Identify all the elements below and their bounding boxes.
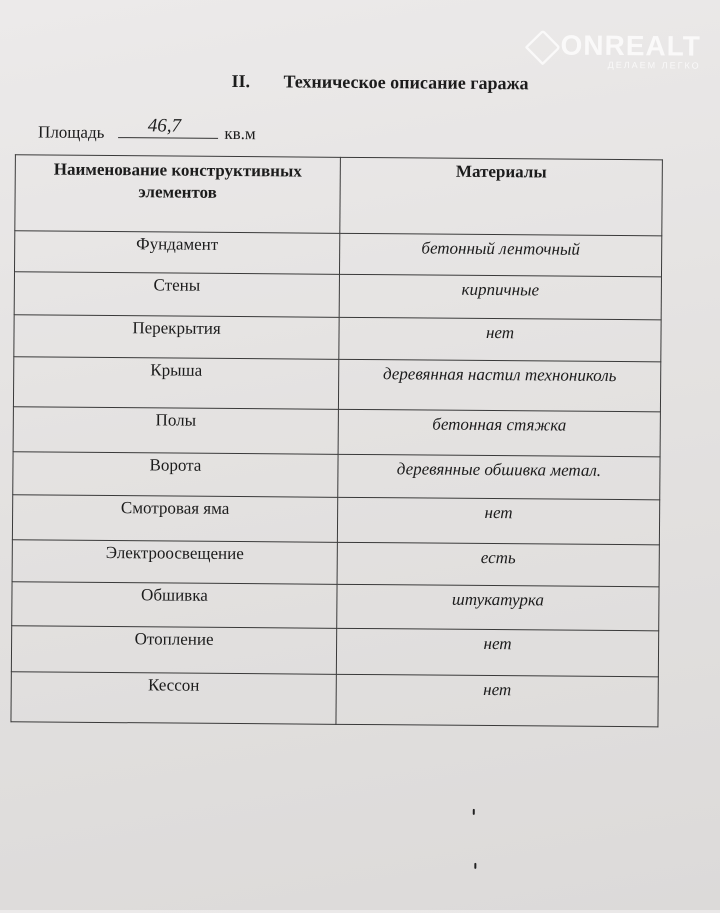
material-cell: нет [336,674,658,727]
material-cell: бетонная стяжка [338,409,660,457]
table-row [14,272,661,320]
pen-mark [474,863,476,869]
element-name-cell: Смотровая яма [12,495,337,543]
material-cell: бетонный ленточный [339,233,661,277]
material-cell: штукатурка [337,584,659,631]
table-row [13,407,660,457]
elements-table [10,154,662,727]
area-label: Площадь [38,122,105,142]
section-number: II. [231,70,251,92]
material-cell: кирпичные [339,274,661,320]
area-unit: кв.м [224,123,256,144]
pen-mark [473,809,475,815]
element-name-cell: Стены [14,272,339,318]
header-materials: Материалы [340,157,663,236]
element-name-cell: Электроосвещение [12,540,337,585]
table-row [12,582,659,631]
table-row [13,452,660,500]
element-name-cell: Фундамент [14,231,339,275]
section-heading [231,71,528,94]
element-name-cell: Ворота [13,452,338,498]
element-name-cell: Перекрытия [14,315,339,360]
material-cell: деревянная настил технониколь [338,359,660,412]
element-name-cell: Крыша [13,357,338,410]
header-name: Наименование конструктивных элементов [15,155,341,234]
element-name-cell: Отопление [11,626,336,675]
table-row [14,315,661,362]
table-row [11,626,658,677]
table-row [11,672,658,727]
area-line [38,115,256,144]
table-row [14,231,661,277]
watermark [560,30,701,71]
element-name-cell: Обшивка [12,582,337,629]
table-row [12,540,659,587]
area-blank [118,115,218,139]
table-header-row [15,155,663,236]
section-title: Техническое описание гаража [283,71,529,94]
material-cell: есть [337,542,659,587]
material-cell: нет [339,317,661,362]
table-row [13,357,660,412]
element-name-cell: Кессон [11,672,336,725]
area-value: 46,7 [147,115,182,137]
table-row [12,495,659,545]
watermark-subtitle: ДЕЛАЕМ ЛЕГКО [607,59,701,71]
material-cell: нет [336,628,658,677]
house-logo-icon [524,29,560,65]
material-cell: нет [337,497,659,545]
material-cell: деревянные обшивка метал. [338,454,660,500]
element-name-cell: Полы [13,407,338,455]
watermark-name: ONREALT [560,29,701,62]
